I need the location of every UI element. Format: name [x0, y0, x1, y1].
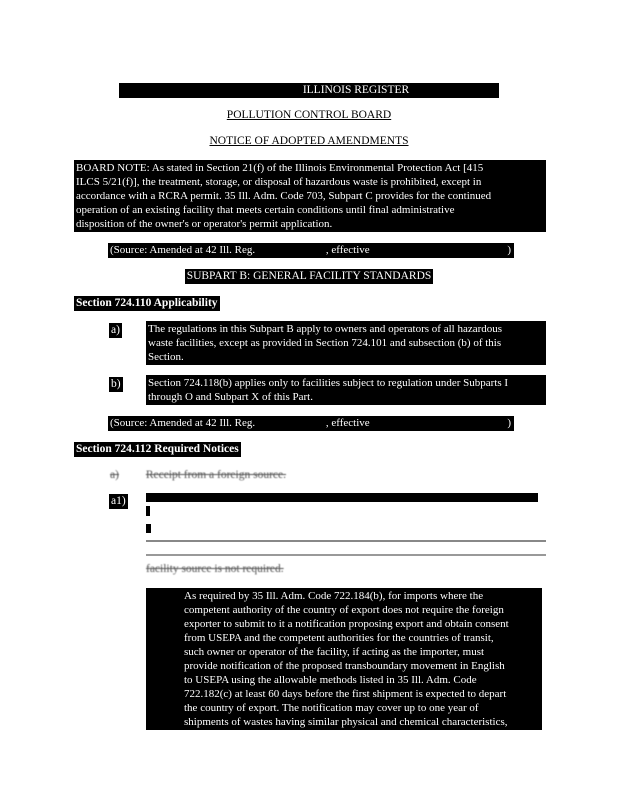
item-1-line: the country of export. The notification may cover up to one year of — [184, 702, 479, 714]
register-heading: ILLINOIS REGISTER — [119, 83, 499, 98]
scan-artifact-mark — [146, 524, 151, 533]
section-110-heading-row — [74, 296, 220, 311]
source-middle: , effective — [325, 417, 373, 429]
item-b-label: b) — [111, 378, 121, 390]
item-1-line: from USEPA and the competent authorities for the countries of transit, — [184, 632, 494, 644]
section-110-heading: Section 724.110 Applicability — [76, 297, 218, 309]
source-suffix: ) — [507, 417, 512, 429]
board-heading: POLLUTION CONTROL BOARD — [226, 109, 392, 121]
register-heading-row — [0, 83, 618, 98]
board-note-line: accordance with a RCRA permit. 35 Ill. Adm. Code 703, Subpart C provides for the continued — [76, 190, 492, 202]
item-b-text — [146, 375, 546, 405]
item-1-line: to USEPA using the allowable methods listed in 35 Ill. Adm. Code — [184, 674, 477, 686]
item-a-label-box — [109, 323, 122, 338]
item-1-line: such owner or operator of the facility, if acting as the importer, must — [184, 646, 485, 658]
source-note-2 — [108, 416, 514, 431]
notice-heading-row — [0, 134, 618, 149]
item-a-line: waste facilities, except as provided in Section 724.101 and subsection (b) of this — [148, 337, 502, 349]
board-heading-row — [0, 108, 618, 123]
item-a1-tail-row — [146, 562, 284, 577]
item-112-a-text: Receipt from a foreign source. — [145, 469, 286, 481]
board-note-line: ILCS 5/21(f)], the treatment, storage, or disposal of hazardous waste is prohibited, except in — [76, 176, 482, 188]
item-1-line: exporter to submit to it a notification proposing export and obtain consent — [184, 618, 509, 630]
item-112-a-row — [110, 468, 286, 483]
source-suffix: ) — [507, 244, 512, 256]
item-a-line: The regulations in this Subpart B apply to owners and operators of all hazardous — [148, 323, 503, 335]
item-a1-tail: facility source is not required. — [146, 563, 284, 575]
source-prefix: (Source: Amended at 42 Ill. Reg. — [110, 244, 258, 256]
item-a1-label: a1) — [111, 495, 126, 507]
item-b-line: through O and Subpart X of this Part. — [148, 391, 313, 403]
notice-heading: NOTICE OF ADOPTED AMENDMENTS — [209, 135, 409, 147]
source-note-1 — [108, 243, 514, 258]
item-1-text — [146, 588, 542, 730]
item-1-line: 722.182(c) at least 60 days before the first shipment is expected to depart — [184, 688, 507, 700]
scan-artifact-mark — [146, 506, 150, 516]
item-1-line: shipments of wastes having similar physical and chemical characteristics, — [184, 716, 508, 728]
board-note-line: disposition of the owner's or operator's permit application. — [76, 218, 333, 230]
source-prefix: (Source: Amended at 42 Ill. Reg. — [110, 417, 258, 429]
item-b-line: Section 724.118(b) applies only to facilities subject to regulation under Subparts I — [148, 377, 509, 389]
item-1-line: provide notification of the proposed transboundary movement in English — [184, 660, 505, 672]
item-a-label: a) — [111, 324, 120, 336]
section-112-heading-row — [74, 442, 241, 457]
source-middle: , effective — [325, 244, 373, 256]
board-note-line: BOARD NOTE: As stated in Section 21(f) of the Illinois Environmental Protection Act [415 — [76, 162, 484, 174]
item-b-label-box — [109, 377, 123, 392]
item-a-line: Section. — [148, 351, 184, 363]
scan-artifact-line — [146, 540, 546, 542]
board-note — [74, 160, 546, 232]
item-1-line: As required by 35 Ill. Adm. Code 722.184(b), for imports where the — [184, 590, 484, 602]
scan-artifact-line — [146, 554, 546, 556]
subpart-heading: SUBPART B: GENERAL FACILITY STANDARDS — [186, 270, 432, 282]
board-note-line: operation of an existing facility that meets certain conditions until final administrative — [76, 204, 455, 216]
subpart-heading-row — [0, 269, 618, 284]
item-1-line: competent authority of the country of export does not require the foreign — [184, 604, 504, 616]
item-a1-label-box — [109, 494, 128, 509]
section-112-heading: Section 724.112 Required Notices — [76, 443, 239, 455]
scan-artifact-bar — [146, 493, 538, 502]
item-112-a-label: a) — [110, 469, 119, 481]
item-a-text — [146, 321, 546, 365]
